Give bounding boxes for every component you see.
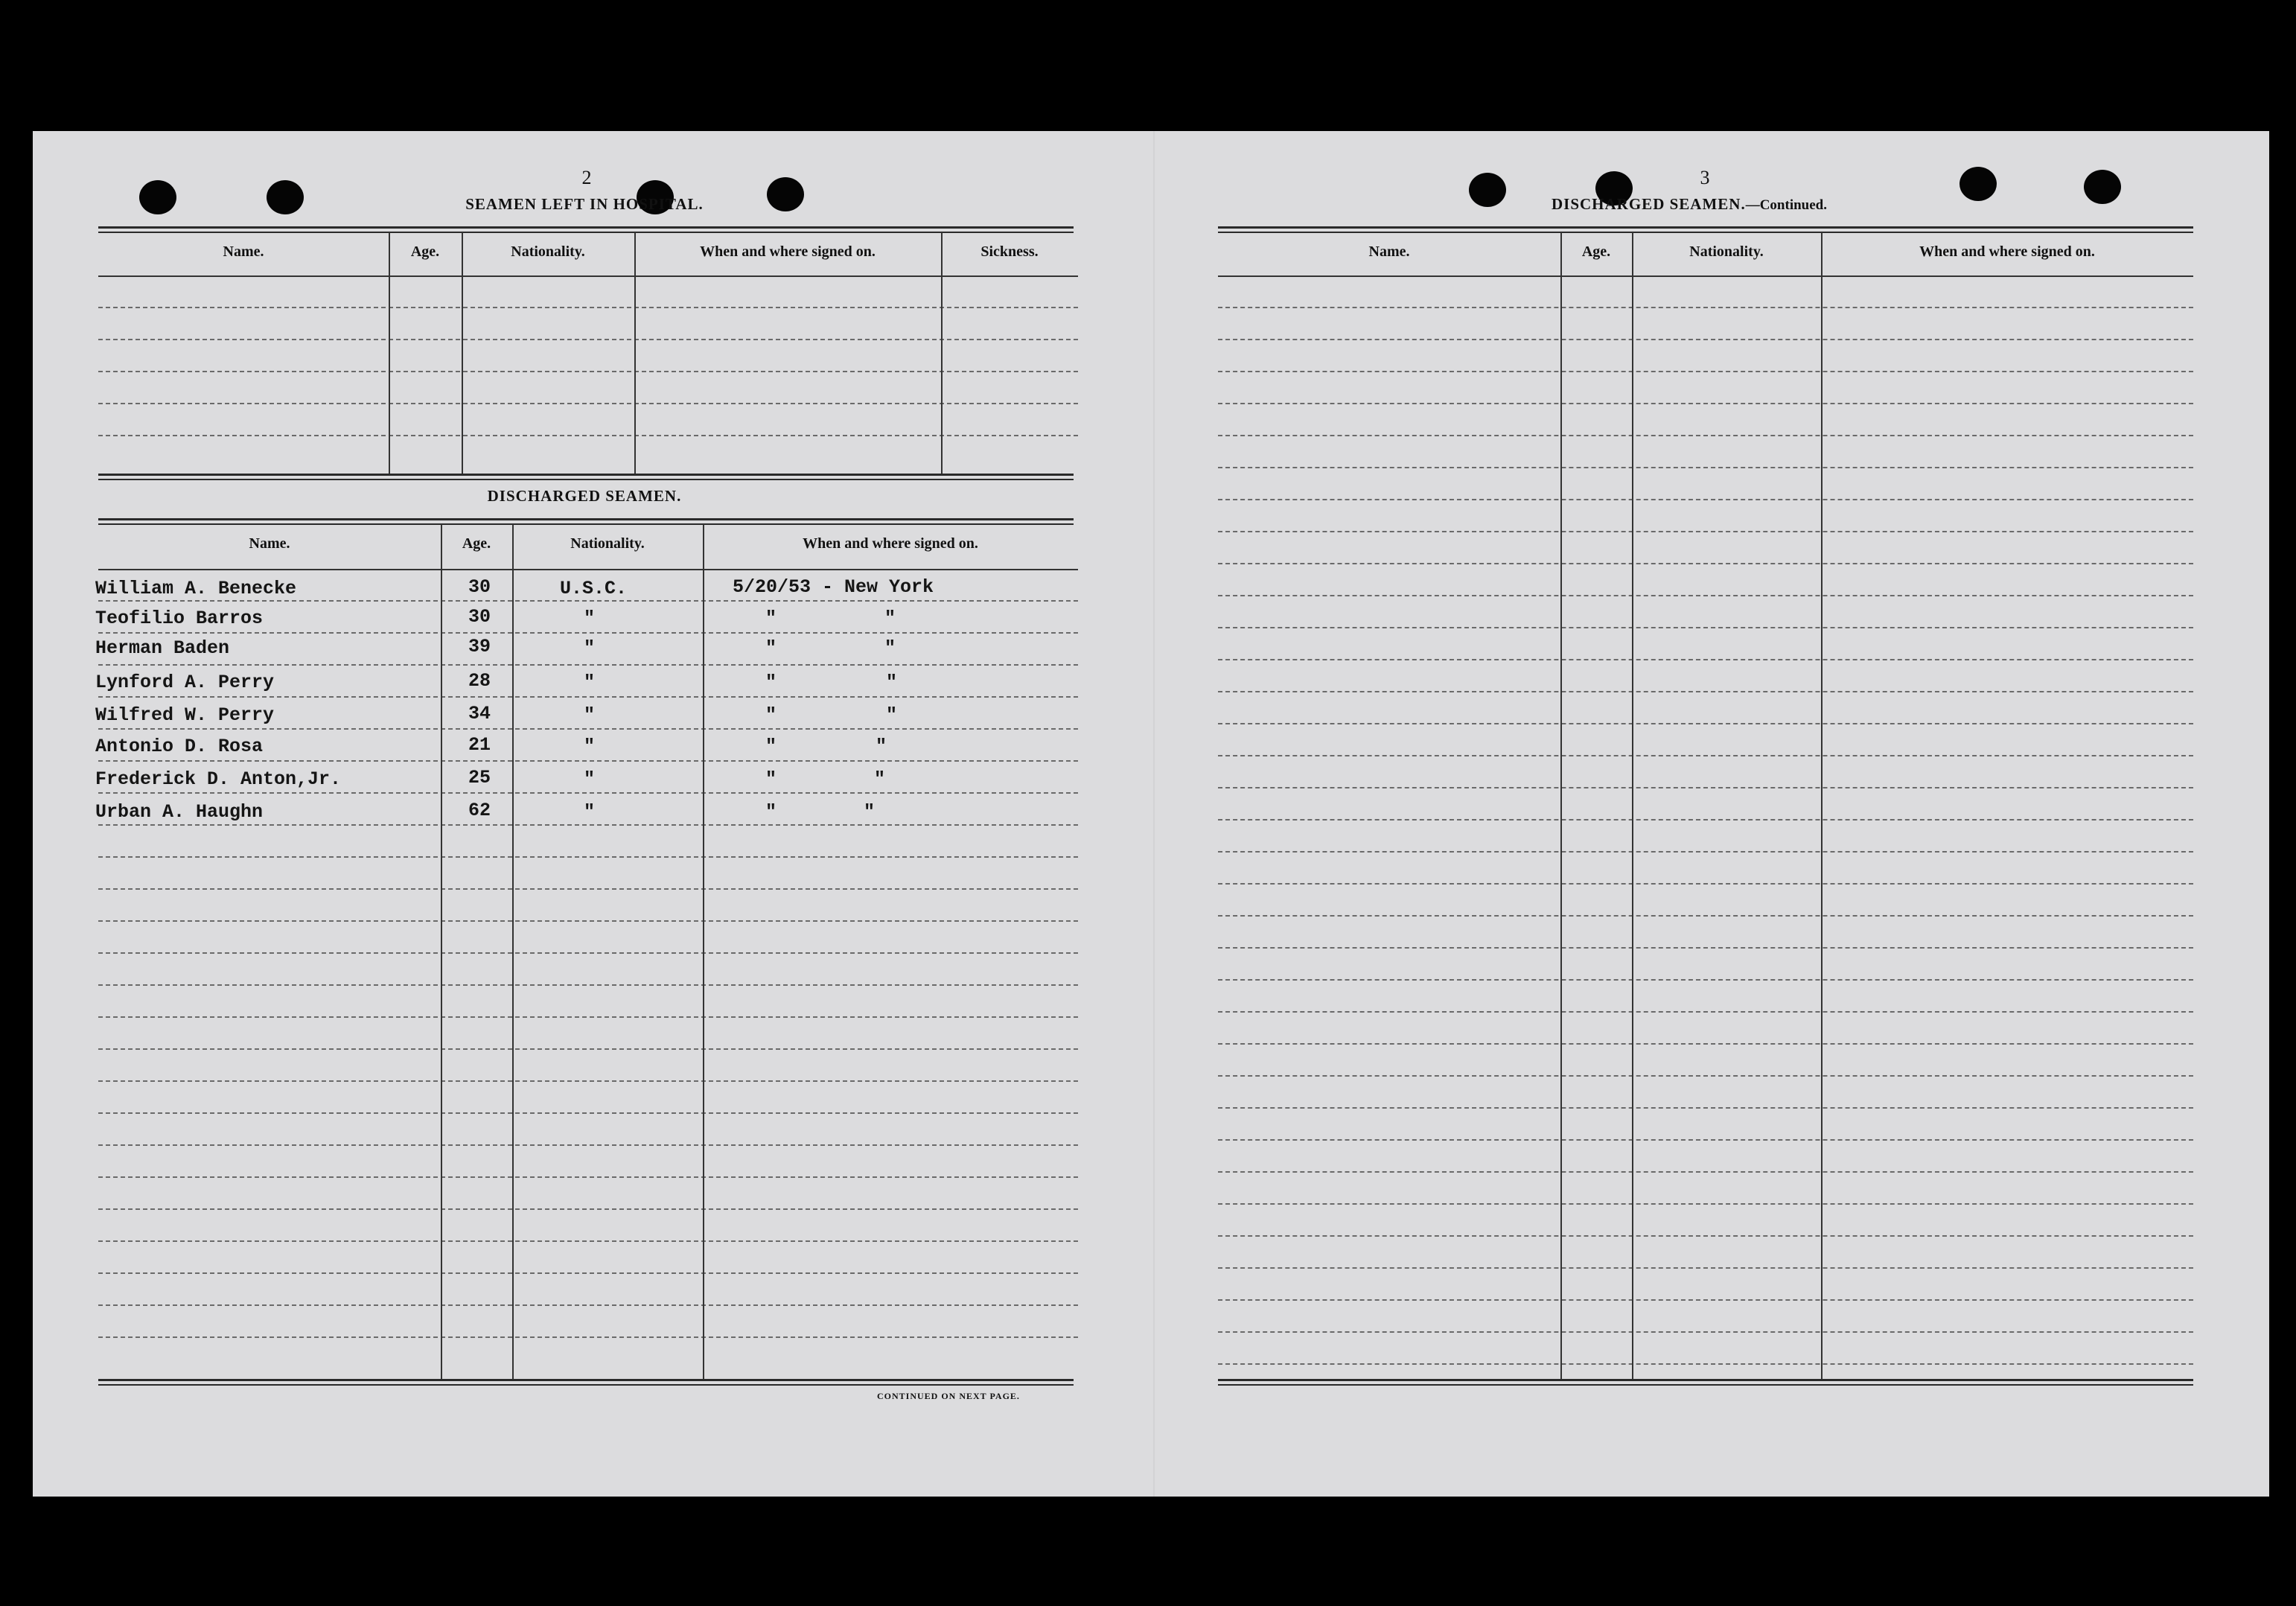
page-fold	[1153, 131, 1155, 1497]
row-line	[98, 1048, 1078, 1050]
row-line	[1218, 851, 2193, 853]
column-header: Nationality.	[1689, 243, 1764, 260]
entry-name: Wilfred W. Perry	[95, 704, 275, 726]
row-line	[1218, 531, 2193, 532]
section-rule	[98, 518, 1074, 520]
entry-signed-on: "	[765, 736, 777, 757]
entry-place: "	[874, 768, 886, 790]
page-number-right: 3	[1700, 167, 1710, 188]
row-line	[1218, 403, 2193, 404]
entry-name: Frederick D. Anton,Jr.	[95, 768, 342, 790]
entry-age: 21	[468, 734, 491, 756]
row-line	[98, 371, 1078, 372]
entry-name: Antonio D. Rosa	[95, 736, 264, 757]
row-line	[98, 1176, 1078, 1178]
row-line	[1218, 563, 2193, 564]
row-line	[98, 600, 1078, 602]
entry-nationality: "	[584, 801, 596, 823]
entry-place: "	[884, 637, 896, 659]
entry-nationality: "	[584, 637, 596, 659]
entry-age: 62	[468, 800, 491, 821]
title-text: DISCHARGED SEAMEN.	[1552, 195, 1746, 213]
row-line	[1218, 787, 2193, 788]
header-rule	[1218, 226, 2193, 229]
entry-place: "	[884, 608, 896, 629]
row-line	[1218, 1203, 2193, 1205]
column-divider	[1821, 232, 1823, 1379]
row-line	[1218, 499, 2193, 500]
entry-nationality: "	[584, 768, 596, 790]
row-line	[1218, 1331, 2193, 1333]
row-line	[1218, 1107, 2193, 1109]
column-divider	[441, 524, 442, 1379]
row-line	[98, 984, 1078, 986]
column-header: Name.	[249, 535, 290, 552]
column-divider	[389, 232, 390, 474]
entry-place: "	[864, 801, 876, 823]
header-rule	[98, 226, 1074, 229]
row-line	[98, 403, 1078, 404]
row-line	[1218, 1235, 2193, 1237]
punch-hole	[267, 180, 304, 214]
row-line	[98, 952, 1078, 954]
entry-signed-on: "	[765, 768, 777, 790]
row-line	[98, 339, 1078, 340]
punch-hole	[767, 177, 804, 211]
header-underline	[98, 569, 1078, 570]
column-header: Age.	[410, 243, 440, 260]
entry-age: 30	[468, 576, 491, 598]
column-header: Age.	[1581, 243, 1611, 260]
entry-signed-on: "	[765, 608, 777, 629]
row-line	[98, 760, 1078, 762]
row-line	[1218, 947, 2193, 949]
column-header: When and where signed on.	[1919, 243, 2095, 260]
entry-name: William A. Benecke	[95, 578, 297, 599]
header-underline	[98, 275, 1078, 277]
entry-name: Teofilio Barros	[95, 608, 264, 629]
row-line	[98, 792, 1078, 794]
row-line	[1218, 1299, 2193, 1301]
column-header: Sickness.	[980, 243, 1039, 260]
column-header: Nationality.	[570, 535, 645, 552]
continued-note: CONTINUED ON NEXT PAGE.	[877, 1391, 1020, 1401]
row-line	[1218, 1139, 2193, 1141]
paper-sheet	[33, 131, 2269, 1497]
punch-hole	[139, 180, 176, 214]
row-line	[98, 728, 1078, 730]
row-line	[1218, 691, 2193, 692]
row-line	[98, 824, 1078, 826]
entry-age: 28	[468, 670, 491, 692]
row-line	[98, 1080, 1078, 1082]
entry-nationality: "	[584, 608, 596, 629]
row-line	[98, 888, 1078, 890]
row-line	[98, 1336, 1078, 1338]
row-line	[1218, 467, 2193, 468]
page-number-left: 2	[581, 167, 592, 188]
bottom-rule	[98, 1379, 1074, 1381]
entry-place: "	[886, 704, 898, 726]
discharged-section-title: DISCHARGED SEAMEN.	[487, 487, 682, 505]
bottom-rule	[1218, 1379, 2193, 1381]
column-header: Name.	[223, 243, 264, 260]
row-line	[98, 1240, 1078, 1242]
row-line	[1218, 1075, 2193, 1077]
row-line	[1218, 371, 2193, 372]
row-line	[1218, 819, 2193, 820]
entry-age: 34	[468, 703, 491, 724]
row-line	[1218, 1011, 2193, 1013]
row-line	[98, 920, 1078, 922]
row-line	[98, 1272, 1078, 1274]
entry-place: "	[876, 736, 887, 757]
row-line	[1218, 1267, 2193, 1269]
row-line	[1218, 435, 2193, 436]
row-line	[1218, 1363, 2193, 1365]
column-divider	[703, 524, 704, 1379]
row-line	[1218, 627, 2193, 628]
row-line	[98, 1016, 1078, 1018]
row-line	[1218, 755, 2193, 756]
row-line	[98, 307, 1078, 308]
row-line	[1218, 595, 2193, 596]
discharged-continued-title	[1552, 195, 1827, 214]
row-line	[1218, 1171, 2193, 1173]
title-suffix: —Continued.	[1745, 197, 1827, 213]
row-line	[1218, 659, 2193, 660]
row-line	[98, 435, 1078, 436]
entry-age: 30	[468, 606, 491, 628]
header-underline	[1218, 275, 2193, 277]
entry-signed-on: "	[765, 801, 777, 823]
row-line	[98, 1304, 1078, 1306]
entry-signed-on: "	[765, 704, 777, 726]
entry-nationality: "	[584, 736, 596, 757]
column-header: When and where signed on.	[700, 243, 876, 260]
punch-hole	[1469, 173, 1506, 207]
punch-hole	[2084, 170, 2121, 204]
row-line	[98, 664, 1078, 666]
column-header: When and where signed on.	[803, 535, 978, 552]
entry-signed-on: "	[765, 637, 777, 659]
column-divider	[512, 524, 514, 1379]
row-line	[1218, 915, 2193, 917]
entry-name: Urban A. Haughn	[95, 801, 264, 823]
column-divider	[941, 232, 943, 474]
entry-signed-on: 5/20/53 - New York	[733, 576, 934, 598]
entry-nationality: U.S.C.	[560, 578, 628, 599]
entry-name: Lynford A. Perry	[95, 672, 275, 693]
column-divider	[634, 232, 636, 474]
entry-signed-on: "	[765, 672, 777, 693]
punch-hole	[1959, 167, 1997, 201]
entry-place: "	[886, 672, 898, 693]
section-rule	[98, 474, 1074, 476]
entry-name: Herman Baden	[95, 637, 230, 659]
hospital-section-title: SEAMEN LEFT IN HOSPITAL.	[465, 195, 704, 213]
column-header: Nationality.	[511, 243, 585, 260]
row-line	[98, 1144, 1078, 1146]
row-line	[98, 696, 1078, 698]
row-line	[98, 856, 1078, 858]
row-line	[98, 632, 1078, 634]
row-line	[1218, 979, 2193, 981]
row-line	[1218, 1043, 2193, 1045]
entry-nationality: "	[584, 672, 596, 693]
entry-age: 39	[468, 636, 491, 657]
column-divider	[462, 232, 463, 474]
column-divider	[1560, 232, 1562, 1379]
entry-nationality: "	[584, 704, 596, 726]
row-line	[98, 1112, 1078, 1114]
row-line	[1218, 723, 2193, 724]
row-line	[98, 1208, 1078, 1210]
entry-age: 25	[468, 767, 491, 788]
row-line	[1218, 339, 2193, 340]
column-header: Name.	[1368, 243, 1410, 260]
row-line	[1218, 307, 2193, 308]
row-line	[1218, 883, 2193, 885]
column-header: Age.	[462, 535, 491, 552]
column-divider	[1632, 232, 1633, 1379]
